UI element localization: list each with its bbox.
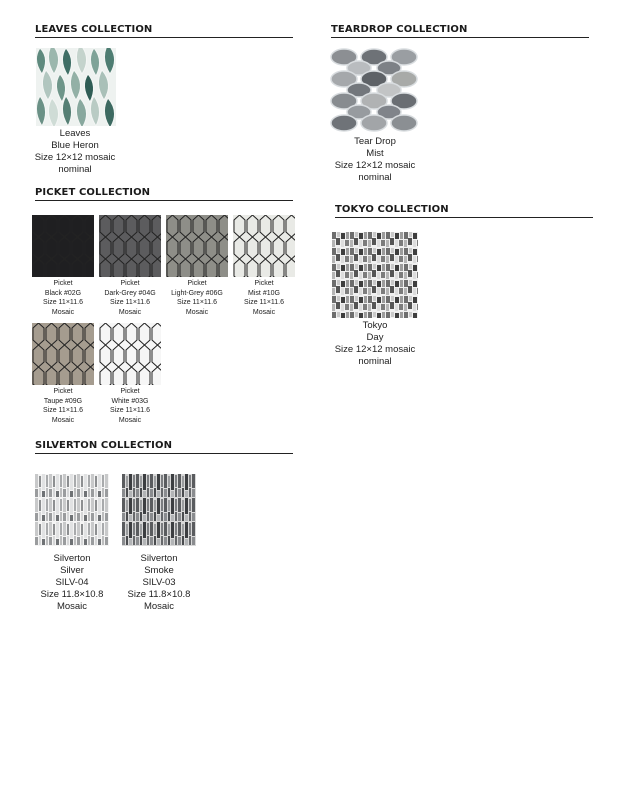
section-title: LEAVES COLLECTION — [35, 24, 293, 38]
picket-white-swatch — [99, 323, 161, 385]
caption-line: nominal — [358, 172, 392, 183]
silverton-silver-swatch — [35, 474, 109, 546]
picket-light-grey-swatch — [166, 215, 228, 277]
product-silverton-silver[interactable] — [27, 474, 117, 613]
product-picket-dark-grey[interactable] — [99, 215, 161, 317]
caption-line: Silverton — [53, 553, 91, 564]
caption-line: Blue Heron — [51, 140, 99, 151]
product-picket-mist[interactable] — [233, 215, 295, 317]
caption-line: Size 12×12 mosaic — [334, 344, 416, 355]
section-title: TOKYO COLLECTION — [335, 204, 593, 218]
picket-mist-swatch — [233, 215, 295, 277]
picket-dark-grey-swatch — [99, 215, 161, 277]
caption-line: Tear Drop — [354, 136, 396, 147]
caption-line: Dark-Grey #04G — [104, 289, 156, 297]
tokyo-day-swatch — [332, 232, 422, 318]
caption-line: Size 11×11.6 — [109, 299, 151, 306]
picket-black-swatch — [32, 215, 94, 277]
caption-line: Mosaic — [56, 601, 88, 612]
caption-line: Size 11×11.6 — [42, 407, 84, 414]
section-title: PICKET COLLECTION — [35, 187, 293, 201]
caption-line: Size 12×12 mosaic — [34, 152, 116, 163]
leaves-collection — [35, 24, 293, 38]
caption-line: Picket — [120, 388, 140, 395]
caption-line: Mosaic — [143, 601, 175, 612]
product-silverton-smoke[interactable] — [114, 474, 204, 613]
caption-line: Mosaic — [252, 308, 276, 316]
caption-line: Day — [366, 332, 384, 343]
caption-line: nominal — [58, 164, 92, 175]
caption-line: Black #02G — [44, 289, 82, 297]
caption-line: nominal — [358, 356, 392, 367]
caption-line: Mosaic — [118, 416, 142, 424]
caption-line: Picket — [53, 280, 73, 287]
product-leaves-blue-heron[interactable] — [30, 48, 120, 176]
section-title: TEARDROP COLLECTION — [331, 24, 589, 38]
caption-line: Silver — [60, 565, 84, 576]
caption-line: Size 12×12 mosaic — [334, 160, 416, 171]
caption-line: Mosaic — [118, 308, 142, 316]
caption-line: Mist — [366, 148, 384, 159]
caption-line: Leaves — [59, 128, 91, 139]
teardrop-mist-swatch — [330, 46, 420, 132]
caption-line: SILV-03 — [142, 577, 176, 588]
caption-line: Light-Grey #06G — [171, 289, 223, 297]
silverton-smoke-swatch — [122, 474, 196, 546]
caption-line: Picket — [254, 280, 274, 287]
product-picket-taupe[interactable] — [32, 323, 94, 425]
caption-line: Tokyo — [362, 320, 388, 331]
tokyo-collection — [335, 204, 593, 218]
caption-line: Smoke — [144, 565, 174, 576]
caption-line: Mosaic — [185, 308, 209, 316]
caption-line: Silverton — [140, 553, 178, 564]
caption-line: SILV-04 — [55, 577, 89, 588]
caption-line: Picket — [120, 280, 140, 287]
product-tokyo-day[interactable] — [330, 232, 420, 368]
caption-line: Size 11×11.6 — [109, 407, 151, 414]
picket-collection — [35, 187, 293, 201]
leaves-blue-heron-swatch — [36, 48, 116, 126]
caption-line: Mosaic — [51, 308, 75, 316]
caption-line: Size 11×11.6 — [243, 299, 285, 306]
caption-line: Picket — [53, 388, 73, 395]
teardrop-collection — [331, 24, 589, 38]
caption-line: Mist #10G — [248, 289, 280, 297]
caption-line: Mosaic — [51, 416, 75, 424]
caption-line: Size 11.8×10.8 — [127, 589, 191, 600]
product-picket-light-grey[interactable] — [166, 215, 228, 317]
product-picket-white[interactable] — [99, 323, 161, 425]
silverton-collection — [35, 440, 293, 454]
caption-line: Size 11×11.6 — [176, 299, 218, 306]
caption-line: Picket — [187, 280, 207, 287]
caption-line: Size 11.8×10.8 — [40, 589, 104, 600]
product-picket-black[interactable] — [32, 215, 94, 317]
product-teardrop-mist[interactable] — [330, 46, 420, 184]
caption-line: Taupe #09G — [43, 397, 83, 405]
caption-line: Size 11×11.6 — [42, 299, 84, 306]
picket-taupe-swatch — [32, 323, 94, 385]
caption-line: White #03G — [111, 397, 149, 405]
section-title: SILVERTON COLLECTION — [35, 440, 293, 454]
